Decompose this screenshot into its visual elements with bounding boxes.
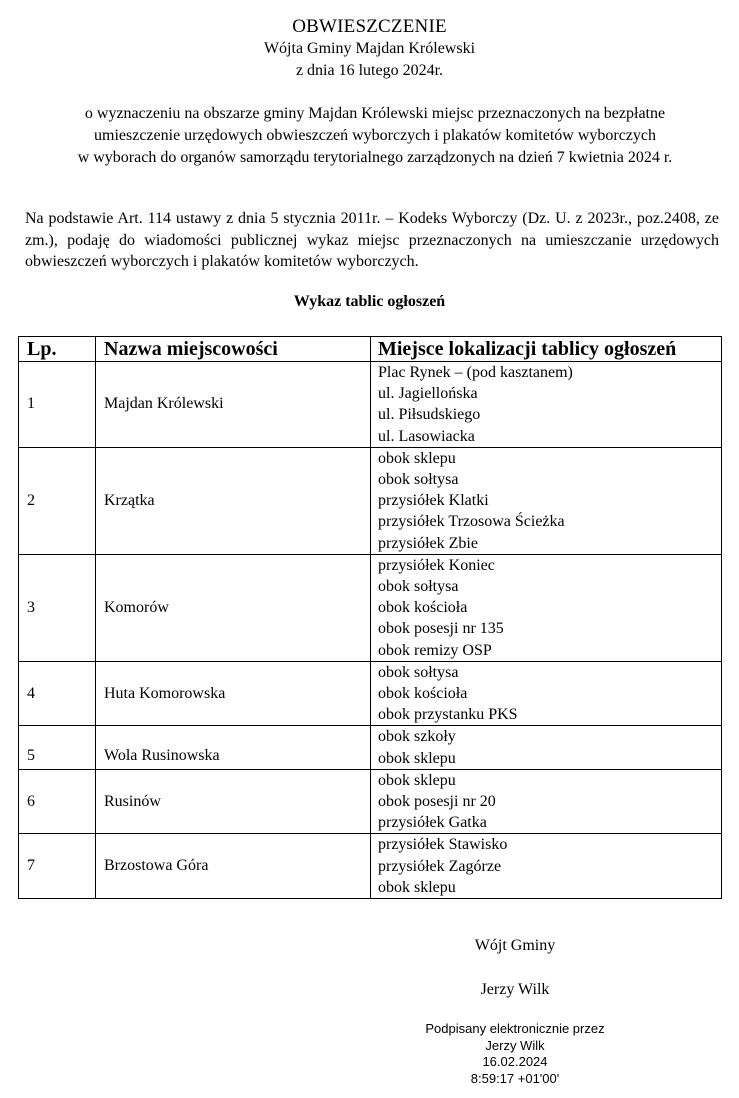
location-item: Plac Rynek – (pod kasztanem) <box>378 364 573 381</box>
header-locality: Nazwa miejscowości <box>96 337 371 362</box>
row-number: 2 <box>19 447 96 554</box>
esig-line: 16.02.2024 <box>482 1054 548 1069</box>
row-number: 5 <box>19 726 96 769</box>
table-title: Wykaz tablic ogłoszeń <box>293 293 446 310</box>
header-lp: Lp. <box>19 337 96 362</box>
location-item: obok przystanku PKS <box>378 706 518 724</box>
location-list <box>371 554 722 661</box>
esig-line: Jerzy Wilk <box>485 1037 545 1053</box>
location-item: obok kościoła <box>378 599 468 617</box>
location-item: przysiółek Gatka <box>378 814 487 832</box>
document-issuer: Wójta Gminy Majdan Królewski <box>263 40 476 57</box>
table-row <box>19 362 722 448</box>
table-header-row <box>19 337 722 362</box>
location-item: obok sklepu <box>378 449 456 467</box>
document-date: z dnia 16 lutego 2024r. <box>295 62 444 79</box>
subject-line: umieszczenie urzędowych obwieszczeń wyborczych i plakatów komitetów wyborczych <box>94 127 656 144</box>
location-item: ul. Piłsudskiego <box>378 406 481 424</box>
locality-name: Rusinów <box>96 769 371 834</box>
location-list <box>371 726 722 769</box>
locality-name: Krzątka <box>96 447 371 554</box>
location-item: przysiółek Stawisko <box>378 836 508 854</box>
location-item: obok sołtysa <box>378 663 459 681</box>
header-location: Miejsce lokalizacji tablicy ogłoszeń <box>371 337 722 362</box>
location-item: obok sklepu <box>378 878 456 896</box>
locality-name: Wola Rusinowska <box>96 726 371 769</box>
electronic-signature <box>415 1021 615 1087</box>
location-item: przysiółek Koniec <box>378 556 495 574</box>
subject-line: o wyznaczeniu na obszarze gminy Majdan Królewski miejsc przeznaczonych na bezpłatne <box>84 105 666 122</box>
location-item: obok sołtysa <box>378 471 459 489</box>
subject-line: w wyborach do organów samorządu terytorialnego zarządzonych na dzień 7 kwietnia 2024 r. <box>77 149 673 166</box>
location-item: obok sklepu <box>378 749 456 767</box>
table-row <box>19 661 722 726</box>
locality-name: Huta Komorowska <box>96 661 371 726</box>
location-item: obok sołtysa <box>378 578 459 596</box>
signature-role: Wójt Gminy <box>474 937 556 954</box>
location-item: przysiółek Zbie <box>378 534 478 552</box>
location-item: obok kościoła <box>378 685 468 703</box>
location-list <box>371 769 722 834</box>
location-item: ul. Lasowiacka <box>378 427 475 445</box>
location-item: ul. Jagiellońska <box>378 385 478 403</box>
location-list <box>371 447 722 554</box>
location-item: przysiółek Trzosowa Ścieżka <box>378 513 565 531</box>
document-subject <box>20 103 730 169</box>
location-list <box>371 834 722 899</box>
legal-basis-paragraph: Na podstawie Art. 114 ustawy z dnia 5 stycznia 2011r. – Kodeks Wyborczy (Dz. U. z 2023r., poz.2408, ze zm.), podaję do wiadomości publicznej wykaz miejsc przeznaczonych na umieszczanie urzędowych obwieszczeń wyborczych i plakatów komitetów wyborczych. <box>25 210 719 270</box>
locality-name: Komorów <box>96 554 371 661</box>
row-number: 6 <box>19 769 96 834</box>
document-title: OBWIESZCZENIE <box>292 16 447 37</box>
row-number: 4 <box>19 661 96 726</box>
location-item: obok posesji nr 20 <box>378 793 496 811</box>
location-item: przysiółek Zagórze <box>378 857 502 875</box>
table-row <box>19 769 722 834</box>
row-number: 3 <box>19 554 96 661</box>
notice-boards-table <box>18 336 722 899</box>
location-item: obok szkoły <box>378 728 456 746</box>
signature-name: Jerzy Wilk <box>480 981 550 998</box>
locality-name: Brzostowa Góra <box>96 834 371 899</box>
location-item: obok posesji nr 135 <box>378 620 504 638</box>
table-row <box>19 834 722 899</box>
table-row <box>19 726 722 769</box>
location-item: obok remizy OSP <box>378 641 492 659</box>
locality-name: Majdan Królewski <box>96 362 371 448</box>
location-list <box>371 661 722 726</box>
location-item: przysiółek Klatki <box>378 492 489 510</box>
row-number: 1 <box>19 362 96 448</box>
row-number: 7 <box>19 834 96 899</box>
table-row <box>19 447 722 554</box>
esig-line: Podpisany elektronicznie przez <box>425 1021 605 1036</box>
esig-line: 8:59:17 +01'00' <box>470 1070 560 1086</box>
table-row <box>19 554 722 661</box>
location-item: obok sklepu <box>378 771 456 789</box>
location-list <box>371 362 722 448</box>
